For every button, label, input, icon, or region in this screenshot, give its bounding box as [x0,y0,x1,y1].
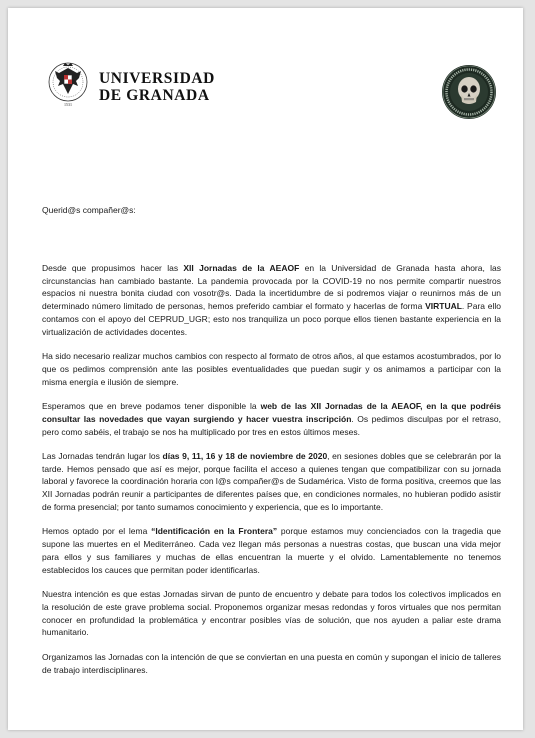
paragraph-3-text-2: . Os pedimos disculpas por el retraso, pero como sabéis, el trabajo se nos ha multiplicado por tres en estos últimos meses. [42,413,501,437]
paragraph-1 [42,262,501,339]
greeting: Querid@s compañer@s: [42,205,136,215]
paragraph-4-bold-1: días 9, 11, 16 y 18 de noviembre de 2020 [162,450,328,461]
svg-text:1531: 1531 [64,102,72,107]
paragraph-1-bold-2: VIRTUAL [425,301,462,312]
paragraph-5-bold-1: “Identificación en la Frontera” [151,526,278,537]
paragraph-3 [42,400,501,438]
paragraph-6: Nuestra intención es que estas Jornadas sirvan de punto de encuentro y debate para todos los colectivos implicados en la resolución de este grave problema social. Proponemos organizar mesas redondas y foros virtuales que nos permitan conocer en profundidad la problemática y encontrar posibles vías de solución, que nos ayuden a paliar este drama humanitario. [42,589,501,638]
paragraph-4-text-2: , en sesiones dobles que se celebrarán por la tarde. Hemos pensado que así es mejor, porque facilita el acceso a quienes tengan que compatibilizar con su jornada laboral y favorece la coordinación horaria con l@s compañer@s de Sudamérica. Visto de forma positiva, creemos que las XII Jornadas podrán reunir a participantes de diferentes países que, en condiciones normales, no hubieran podido asistir de forma presencial; por tanto sumamos conocimiento y experiencia, que es lo importante. [42,450,501,513]
paragraph-4 [42,450,501,514]
paragraph-7: Organizamos las Jornadas con la intención de que se conviertan en una puesta en común y supongan el inicio de talleres de trabajo interdisciplinares. [42,651,501,675]
association-seal-icon [441,64,497,120]
paragraph-2: Ha sido necesario realizar muchos cambios con respecto al formato de otros años, al que estamos acostumbrados, por lo que os pedimos comprensión ante las posibles eventualidades que puedan sugir y os animamos a participar con la misma energía e ilusión de siempre. [42,351,501,387]
letter-body [42,204,501,688]
paragraph-1-bold-1: XII Jornadas de la AEAOF [183,262,300,273]
letter-page [8,8,523,730]
paragraph-4-text-1: Las Jornadas tendrán lugar los [42,450,163,461]
paragraph-5-text-2: porque estamos muy concienciados con la tragedia que supone las muertes en el Mediterráneo. Cada vez llegan más personas a nuestras costas, que buscan una vida mejor para ellos y sus familiares y muchas de ellas encuentran la muerte y el olvido. Lamentablemente no tenemos establecidos los cauces que permitan poder identificarlas. [42,526,501,575]
university-crest-icon [46,58,90,110]
paragraph-1-text-1: Desde que propusimos hacer las [42,262,184,273]
university-name-line1: UNIVERSIDAD [99,70,215,87]
paragraph-5 [42,525,501,576]
letterhead [42,56,497,126]
paragraph-1-text-3: . Para ello contamos con el apoyo del CEPRUD_UGR; esto nos tranquiliza un poco porque ellos tienen bastante experiencia en la virtualización de actividades docentes. [42,301,501,337]
paragraph-3-text-1: Esperamos que en breve podamos tener disponible la [42,400,261,411]
paragraph-5-text-1: Hemos optado por el lema [42,526,152,537]
paragraph-1-text-2: en la Universidad de Granada hasta ahora, las circunstancias han cambiado bastante. La pandemia provocada por la COVID-19 no nos permite compartir nuestros espacios ni nuestra bonita ciudad con vosotr@s. Dada la incertidumbre de si podremos viajar o reunirnos más de un determinado número limitado de personas, hemos preferido cambiar el formato y hacerlas de forma [42,262,502,312]
university-name [99,70,215,104]
university-name-line2: DE GRANADA [99,87,210,104]
paragraph-3-bold-1: web de las XII Jornadas de la AEAOF, en la que podréis consultar las novedades que vayan surgiendo y hacer vuestra inscripción [42,400,501,424]
